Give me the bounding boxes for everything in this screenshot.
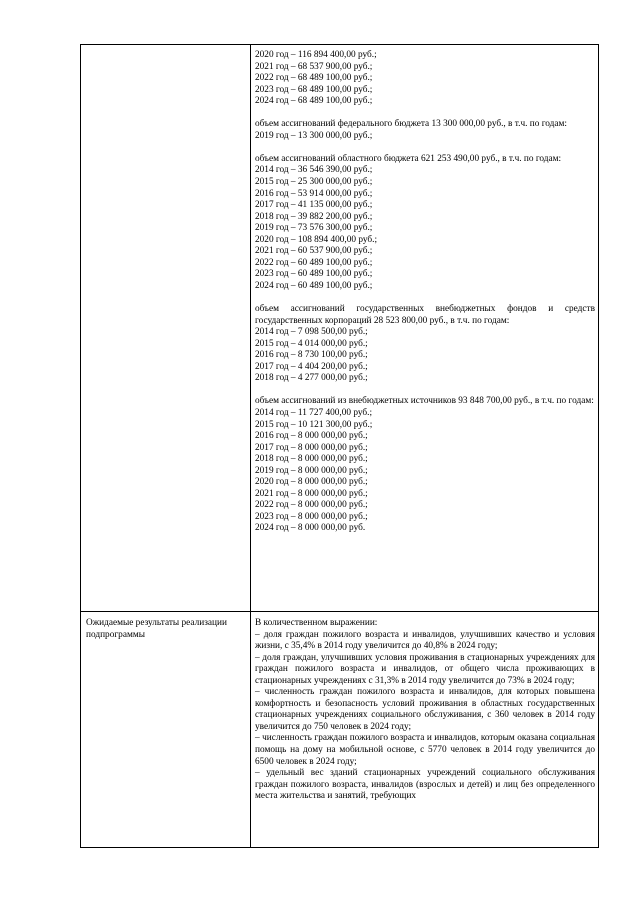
results-intro: В количественном выражении: — [255, 618, 378, 628]
result-item: – численность граждан пожилого возраста и инвалидов, для которых повышена комфортность и безопасность условий проживания в областных государственных стационарных учреждениях социального обслуживания, с 360 человек в 2014 году увеличится до 750 человек в 2024 году; — [255, 687, 595, 732]
federal-budget-header: объем ассигнований федерального бюджета 13 300 000,00 руб., в т.ч. по годам: — [255, 119, 568, 130]
funding-line: 2015 год – 25 300 000,00 руб.; — [255, 177, 373, 188]
extrabudget-header: объем ассигнований из внебюджетных источников 93 848 700,00 руб., в т.ч. по годам: — [255, 396, 594, 407]
row-divider — [81, 611, 598, 612]
funding-line: 2023 год – 8 000 000,00 руб.; — [255, 511, 368, 522]
funding-line: 2018 год – 39 882 200,00 руб.; — [255, 211, 373, 222]
regional-budget-header: объем ассигнований областного бюджета 621 253 490,00 руб., в т.ч. по годам: — [255, 153, 562, 164]
funding-line: 2019 год – 8 000 000,00 руб.; — [255, 465, 368, 476]
result-item: – численность граждан пожилого возраста и инвалидов, которым оказана социальная помощь на дому на мобильной основе, с 5770 человек в 2014 году увеличится до 6500 человек в 2024 году; — [255, 733, 595, 767]
funding-line: 2024 год – 8 000 000,00 руб. — [255, 523, 366, 534]
funding-line: 2014 год – 11 727 400,00 руб.; — [255, 407, 373, 418]
funding-line: 2017 год – 41 135 000,00 руб.; — [255, 200, 373, 211]
funding-line: 2017 год – 8 000 000,00 руб.; — [255, 442, 368, 453]
result-item: – доля граждан пожилого возраста и инвалидов, улучшивших качество и условия жизни, с 35,4% в 2014 году увеличится до 40,8% в 2024 году; — [255, 629, 595, 652]
results-cell — [255, 618, 595, 803]
state-funds-years-list — [255, 327, 595, 385]
result-item: – удельный вес зданий стационарных учреждений социального обслуживания граждан пожилого возраста, инвалидов (взрослых и детей) и лиц без определенного места жительства и занятий, требующих — [255, 768, 595, 802]
funding-line: 2021 год – 8 000 000,00 руб.; — [255, 488, 368, 499]
funding-line: 2019 год – 73 576 300,00 руб.; — [255, 223, 373, 234]
funding-line: 2015 год – 4 014 000,00 руб.; — [255, 338, 368, 349]
funding-line: 2022 год – 68 489 100,00 руб.; — [255, 73, 373, 84]
funding-line: 2019 год – 13 300 000,00 руб.; — [255, 130, 373, 141]
funding-line: 2021 год – 68 537 900,00 руб.; — [255, 61, 373, 72]
funding-line: 2016 год – 53 914 000,00 руб.; — [255, 188, 373, 199]
column-divider — [250, 45, 251, 847]
funding-line: 2023 год – 68 489 100,00 руб.; — [255, 84, 373, 95]
funding-cell — [255, 50, 595, 535]
funding-line: 2017 год – 4 404 200,00 руб.; — [255, 361, 368, 372]
funding-line: 2014 год – 36 546 390,00 руб.; — [255, 165, 373, 176]
funding-line: 2022 год – 60 489 100,00 руб.; — [255, 257, 373, 268]
regional-years-list — [255, 165, 595, 292]
funding-line: 2018 год – 8 000 000,00 руб.; — [255, 454, 368, 465]
funding-line: 2020 год – 8 000 000,00 руб.; — [255, 477, 368, 488]
funding-line: 2022 год – 8 000 000,00 руб.; — [255, 500, 368, 511]
funding-line: 2024 год – 60 489 100,00 руб.; — [255, 280, 373, 291]
funding-line: 2016 год – 8 000 000,00 руб.; — [255, 431, 368, 442]
funding-line: 2020 год – 116 894 400,00 руб.; — [255, 50, 377, 60]
funding-line: 2014 год – 7 098 500,00 руб.; — [255, 327, 368, 338]
funding-line: 2021 год – 60 537 900,00 руб.; — [255, 246, 373, 257]
funding-line: 2016 год – 8 730 100,00 руб.; — [255, 350, 368, 361]
funding-line: 2018 год – 4 277 000,00 руб.; — [255, 373, 368, 384]
funding-line: 2024 год – 68 489 100,00 руб.; — [255, 96, 373, 107]
funding-line: 2023 год – 60 489 100,00 руб.; — [255, 269, 373, 280]
results-label: Ожидаемые результаты реализации подпрограммы — [86, 618, 227, 640]
funding-line: 2015 год – 10 121 300,00 руб.; — [255, 419, 373, 430]
funding-line: 2020 год – 108 894 400,00 руб.; — [255, 234, 378, 245]
extrabudget-years-list — [255, 408, 595, 535]
program-table — [80, 44, 599, 848]
years-2020-2024-list — [255, 50, 595, 108]
state-funds-header: объем ассигнований государственных внебюджетных фондов и средств государственных корпораций 28 523 800,00 руб., в т.ч. по годам: — [255, 304, 595, 326]
result-item: – доля граждан, улучшивших условия проживания в стационарных учреждениях для граждан пожилого возраста и инвалидов, от общего числа проживающих в стационарных учреждениях с 31,3% в 2014 году увеличится до 73% в 2024 году; — [255, 652, 595, 686]
